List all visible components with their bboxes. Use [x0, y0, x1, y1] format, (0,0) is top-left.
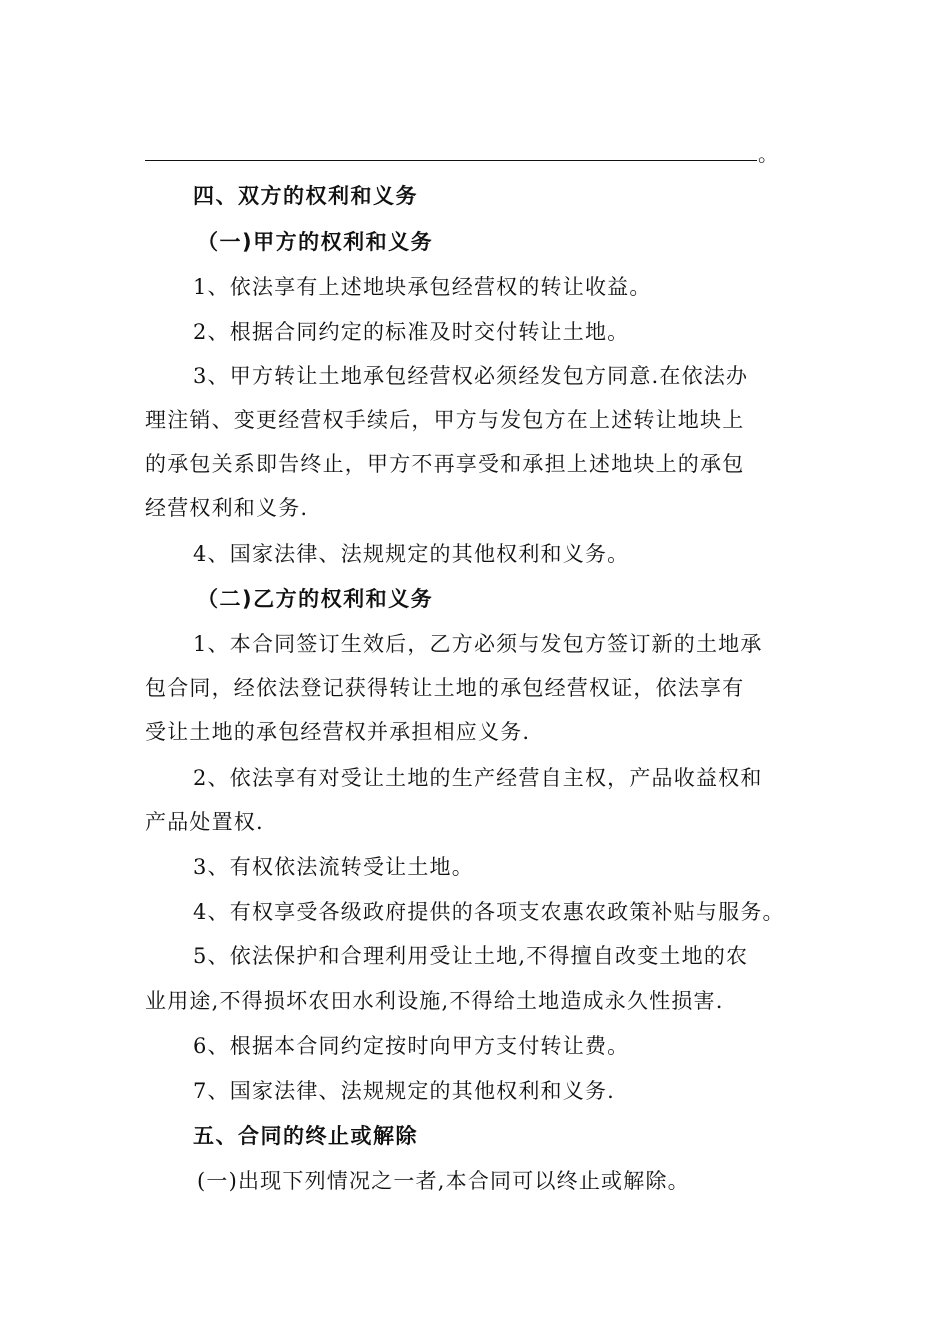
blank-fill-period: 。: [758, 142, 778, 166]
party-b-clause-6: 6、根据本合同约定按时向甲方支付转让费。: [193, 1034, 630, 1058]
section-5-heading: 五、合同的终止或解除: [193, 1124, 418, 1148]
termination-clause-1: (一)出现下列情况之一者,本合同可以终止或解除。: [197, 1169, 690, 1193]
party-b-clause-4: 4、有权享受各级政府提供的各项支农惠农政策补贴与服务。: [193, 900, 785, 924]
subsection-party-b-heading: （二)乙方的权利和义务: [197, 587, 434, 611]
section-4-heading: 四、双方的权利和义务: [193, 184, 418, 208]
party-b-clause-7: 7、国家法律、法规规定的其他权利和义务.: [193, 1079, 616, 1103]
party-b-clause-1-line-3: 受让土地的承包经营权并承担相应义务.: [145, 720, 531, 744]
party-b-clause-5-line-1: 5、依法保护和合理利用受让土地,不得擅自改变土地的农: [193, 944, 749, 968]
party-b-clause-1-line-1: 1、本合同签订生效后，乙方必须与发包方签订新的土地承: [193, 632, 763, 656]
party-a-clause-1: 1、依法享有上述地块承包经营权的转让收益。: [193, 275, 652, 299]
party-b-clause-5-line-2: 业用途,不得损坏农田水利设施,不得给土地造成永久性损害.: [145, 989, 724, 1013]
party-a-clause-4: 4、国家法律、法规规定的其他权利和义务。: [193, 542, 630, 566]
blank-fill-line: [145, 160, 757, 161]
party-a-clause-3-line-2: 理注销、变更经营权手续后，甲方与发包方在上述转让地块上: [145, 408, 745, 432]
party-b-clause-2-line-1: 2、依法享有对受让土地的生产经营自主权，产品收益权和: [193, 766, 763, 790]
party-b-clause-3: 3、有权依法流转受让土地。: [193, 855, 474, 879]
party-a-clause-3-line-4: 经营权利和义务.: [145, 496, 309, 520]
party-b-clause-2-line-2: 产品处置权.: [145, 810, 264, 834]
party-a-clause-2: 2、根据合同约定的标准及时交付转让土地。: [193, 320, 630, 344]
subsection-party-a-heading: （一)甲方的权利和义务: [197, 230, 434, 254]
party-a-clause-3-line-1: 3、甲方转让土地承包经营权必须经发包方同意.在依法办: [193, 364, 749, 388]
party-b-clause-1-line-2: 包合同，经依法登记获得转让土地的承包经营权证，依法享有: [145, 676, 745, 700]
party-a-clause-3-line-3: 的承包关系即告终止，甲方不再享受和承担上述地块上的承包: [145, 452, 745, 476]
